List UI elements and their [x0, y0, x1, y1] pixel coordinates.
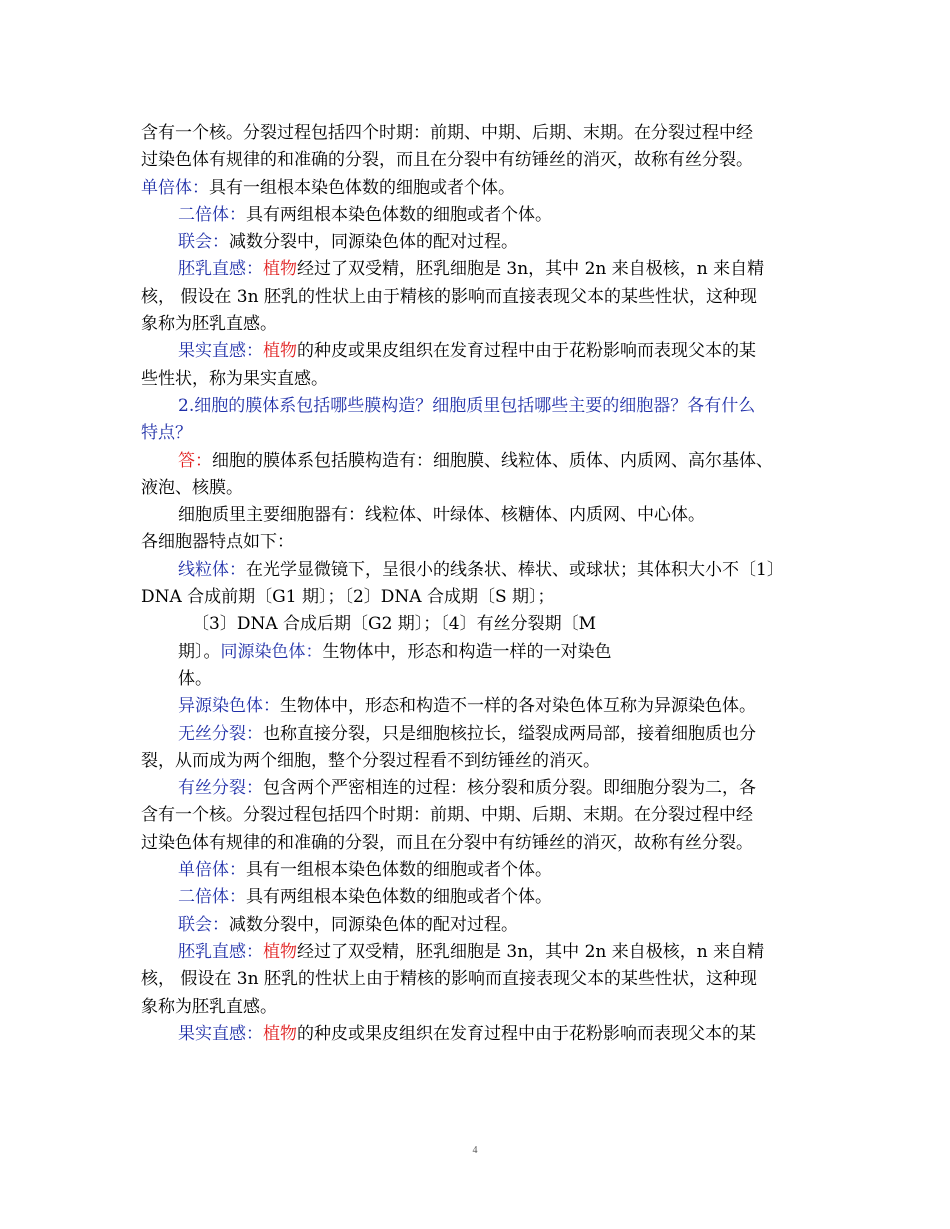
- text-line: [141, 884, 821, 911]
- term-label: 单倍体：: [141, 177, 209, 198]
- term-label: 特点？: [141, 423, 192, 444]
- body-text: 核， 假设在 3n 胚乳的性状上由于精核的影响而直接表现父本的某些性状，这种现: [141, 969, 757, 990]
- document-body: [141, 120, 821, 1048]
- text-line: [141, 202, 821, 229]
- text-line: [141, 1021, 821, 1048]
- question-heading: [141, 420, 821, 447]
- body-text: 减数分裂中，同源染色体的配对过程。: [229, 914, 518, 935]
- page-number: 4: [472, 1145, 478, 1156]
- term-label: 胚乳直感：: [178, 941, 263, 962]
- body-text: 期〕。: [178, 641, 221, 662]
- body-text: 含有一个核。分裂过程包括四个时期：前期、中期、后期、末期。在分裂过程中经: [141, 123, 753, 143]
- text-line: [141, 666, 821, 693]
- term-label: 联会：: [178, 232, 229, 253]
- body-text: 过染色体有规律的和准确的分裂，而且在分裂中有纺锤丝的消灭，故称有丝分裂。: [141, 832, 753, 853]
- body-text: 裂，从而成为两个细胞，整个分裂过程看不到纺锤丝的消灭。: [141, 750, 600, 771]
- term-label: 单倍体：: [178, 860, 246, 881]
- body-text: 具有两组根本染色体数的细胞或者个体。: [246, 204, 552, 225]
- body-text: 生物体中，形态和构造一样的一对染色: [322, 641, 612, 662]
- body-text: 细胞的膜体系包括膜构造有：细胞膜、线粒体、质体、内质网、高尔基体、: [212, 450, 773, 471]
- body-text: 包含两个严密相连的过程：核分裂和质分裂。即细胞分裂为二，各: [263, 778, 756, 799]
- term-label: 果实直感：: [178, 1023, 263, 1044]
- text-line: [141, 857, 821, 884]
- term-label: 2.细胞的膜体系包括哪些膜构造？细胞质里包括哪些主要的细胞器？各有什么: [178, 395, 756, 416]
- text-line: [141, 229, 821, 256]
- highlight-text: 植物: [263, 341, 297, 362]
- body-text: 液泡、核膜。: [141, 477, 243, 498]
- body-text: 的种皮或果皮组织在发育过程中由于花粉影响而表现父本的某: [297, 341, 756, 362]
- highlight-text: 植物: [263, 259, 297, 280]
- body-text: 经过了双受精，胚乳细胞是 3n，其中 2n 来自极核，n 来自精: [297, 259, 765, 280]
- text-line: [141, 912, 821, 939]
- body-text: 具有一组根本染色体数的细胞或者个体。: [246, 860, 552, 881]
- text-line: [141, 775, 821, 802]
- term-label: 有丝分裂：: [178, 778, 263, 799]
- highlight-text: 答：: [178, 450, 212, 471]
- body-text: 具有一组根本染色体数的细胞或者个体。: [209, 177, 515, 198]
- text-line: [141, 284, 821, 311]
- answer-line: [141, 448, 821, 475]
- body-text: 〔3〕DNA 合成后期〔G2 期〕；〔4〕有丝分裂期〔M: [192, 614, 597, 635]
- body-text: 的种皮或果皮组织在发育过程中由于花粉影响而表现父本的某: [297, 1023, 756, 1044]
- body-text: 些性状，称为果实直感。: [141, 368, 328, 389]
- term-label: 二倍体：: [178, 887, 246, 908]
- body-text: 减数分裂中，同源染色体的配对过程。: [229, 232, 518, 253]
- term-label: 果实直感：: [178, 341, 263, 362]
- text-line: [141, 311, 821, 338]
- text-line: [141, 639, 821, 666]
- highlight-text: 植物: [263, 1023, 297, 1044]
- highlight-text: 植物: [263, 941, 297, 962]
- body-text: 也称直接分裂，只是细胞核拉长，缢裂成两局部，接着细胞质也分: [263, 723, 756, 744]
- body-text: 细胞质里主要细胞器有：线粒体、叶绿体、核糖体、内质网、中心体。: [178, 505, 705, 526]
- body-text: 过染色体有规律的和准确的分裂，而且在分裂中有纺锤丝的消灭，故称有丝分裂。: [141, 150, 753, 171]
- body-text: 生物体中，形态和构造不一样的各对染色体互称为异源染色体。: [280, 696, 756, 717]
- text-line: [141, 529, 821, 556]
- term-label: 二倍体：: [178, 204, 246, 225]
- body-text: 含有一个核。分裂过程包括四个时期：前期、中期、后期、末期。在分裂过程中经: [141, 805, 753, 826]
- body-text: 体。: [178, 668, 212, 689]
- term-label: 无丝分裂：: [178, 723, 263, 744]
- term-label: 胚乳直感：: [178, 259, 263, 280]
- body-text: 在光学显微镜下，呈很小的线条状、棒状、或球状；其体积大小不〔1〕: [246, 559, 784, 580]
- text-line: [141, 721, 821, 748]
- text-line: [141, 502, 821, 529]
- text-line: [141, 830, 821, 857]
- text-line: [141, 175, 821, 202]
- body-text: 各细胞器特点如下：: [141, 532, 294, 553]
- text-line: [141, 366, 821, 393]
- text-line: [141, 256, 821, 283]
- text-line: [141, 994, 821, 1021]
- question-heading: [141, 393, 821, 420]
- text-line: [141, 475, 821, 502]
- body-text: 具有两组根本染色体数的细胞或者个体。: [246, 887, 552, 908]
- text-line: [141, 966, 821, 993]
- term-label: 异源染色体：: [178, 696, 280, 717]
- text-line: [141, 338, 821, 365]
- text-line: [141, 939, 821, 966]
- body-text: 象称为胚乳直感。: [141, 996, 277, 1017]
- term-label: 线粒体：: [178, 559, 246, 580]
- body-text: 核， 假设在 3n 胚乳的性状上由于精核的影响而直接表现父本的某些性状，这种现: [141, 286, 757, 307]
- text-line: [141, 584, 821, 611]
- text-line: [141, 693, 821, 720]
- text-line: [141, 748, 821, 775]
- body-text: 经过了双受精，胚乳细胞是 3n，其中 2n 来自极核，n 来自精: [297, 941, 765, 962]
- term-label: 联会：: [178, 914, 229, 935]
- text-line: [141, 557, 821, 584]
- text-line: [141, 611, 821, 638]
- body-text: DNA 合成前期〔G1 期〕；〔2〕DNA 合成期〔S 期〕；: [141, 587, 555, 608]
- term-label: 同源染色体：: [220, 641, 323, 662]
- text-line: [141, 120, 821, 147]
- text-line: [141, 802, 821, 829]
- text-line: [141, 147, 821, 174]
- body-text: 象称为胚乳直感。: [141, 314, 277, 335]
